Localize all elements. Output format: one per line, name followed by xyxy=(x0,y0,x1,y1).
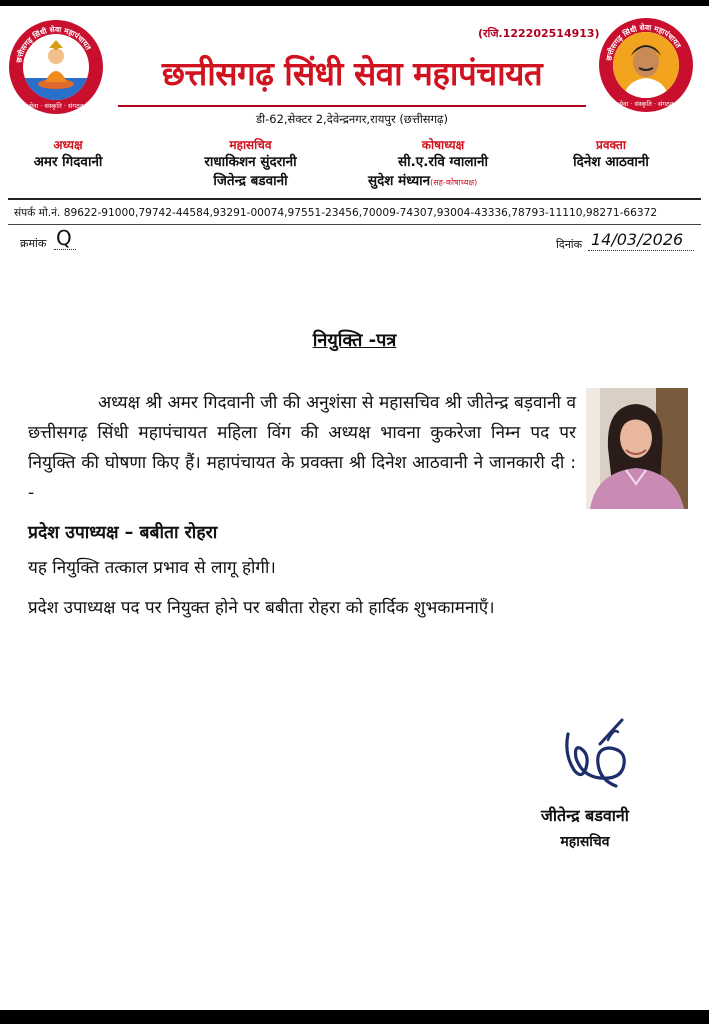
kramank-value: Q xyxy=(56,226,72,250)
contact-numbers: संपर्क मो.नं. 89622-91000,79742-44584,93291-00074,97551-23456,70009-74307,93004-43336,78793-11110,98271-66372 xyxy=(14,207,658,219)
paragraph-text: अध्यक्ष श्री अमर गिदवानी जी की अनुशंसा से महासचिव श्री जीतेन्द्र बड़वानी व छत्तीसगढ़ सिंधी महापंचायत महिला विंग की अध्यक्ष भावना कुकरेजा निम्न पद पर नियुक्ति की घोषणा किए हैं। महापंचायत के प्रवक्ता श्री दिनेश आठवानी ने जानकारी दी : - xyxy=(28,393,576,503)
wishes-line: प्रदेश उपाध्यक्ष पद पर नियुक्त होने पर बबीता रोहरा को हार्दिक शुभकामनाएँ। xyxy=(28,598,495,618)
appointee-photo xyxy=(586,388,688,509)
seal-motto: सेवा · संस्कृति · संगठन xyxy=(618,100,674,108)
header-divider xyxy=(8,198,701,200)
office-bearer-general-secretary xyxy=(178,136,323,191)
subject-text: नियुक्ति -पत्र xyxy=(312,330,397,351)
appointment-line: प्रदेश उपाध्यक्ष – बबीता रोहरा xyxy=(28,523,218,543)
effect-line: यह नियुक्ति तत्काल प्रभाव से लागू होगी। xyxy=(28,558,276,578)
seal-ring-text: छत्तीसगढ़ सिंधी सेवा महापंचायत xyxy=(14,24,93,64)
letter-subject xyxy=(0,328,709,352)
office-name: दिनेश आठवानी xyxy=(573,154,649,170)
office-bearer-president xyxy=(18,136,118,172)
office-role: कोषाध्यक्ष xyxy=(421,138,465,152)
organization-address: डी-62,सेक्टर 2,देवेन्द्रनगर,रायपुर (छत्तीसगढ़) xyxy=(255,112,449,126)
office-bearer-spokesperson xyxy=(555,136,667,172)
signature-mark xyxy=(560,714,632,794)
letter-page xyxy=(0,6,709,1010)
office-role: अध्यक्ष xyxy=(53,138,83,152)
registration-number: (रजि.122202514913) xyxy=(478,27,600,40)
portrait-seal-icon xyxy=(599,18,693,112)
office-role: महासचिव xyxy=(229,138,272,152)
office-name: अमर गिदवानी xyxy=(33,154,103,170)
signatory-title: महासचिव xyxy=(560,834,610,850)
office-name: सुदेश मंध्यान xyxy=(368,173,431,189)
title-divider xyxy=(118,105,586,107)
seal-motto: सेवा · संस्कृति · संगठन xyxy=(28,102,84,110)
kramank-dotted-line xyxy=(54,249,76,250)
office-bearer-treasurer xyxy=(368,136,518,192)
svg-text:छत्तीसगढ़ सिंधी सेवा महापंचायत xyxy=(604,23,683,63)
office-note: (सह-कोषाध्यक्ष) xyxy=(430,178,478,187)
signatory-name: जीतेन्द्र बडवानी xyxy=(541,806,629,825)
organization-title: छत्तीसगढ़ सिंधी सेवा महापंचायत xyxy=(161,54,543,93)
office-name: जितेन्द्र बडवानी xyxy=(213,173,288,189)
office-name: राधाकिशन सुंदरानी xyxy=(204,154,297,170)
kramank-label: क्रमांक xyxy=(20,237,47,250)
dinank-value: 14/03/2026 xyxy=(591,230,684,249)
office-role: प्रवक्ता xyxy=(596,138,626,152)
letter-paragraph xyxy=(28,388,576,508)
deity-seal-icon xyxy=(9,20,103,114)
contact-divider xyxy=(8,224,701,225)
dinank-dotted-line xyxy=(588,250,694,251)
seal-ring-text: छत्तीसगढ़ सिंधी सेवा महापंचायत xyxy=(604,22,683,62)
dinank-label: दिनांक xyxy=(556,238,583,251)
office-name: सी.ए.रवि ग्वालानी xyxy=(397,154,488,170)
svg-text:छत्तीसगढ़ सिंधी सेवा महापंचायत xyxy=(14,25,93,65)
office-name-with-note xyxy=(368,172,518,192)
